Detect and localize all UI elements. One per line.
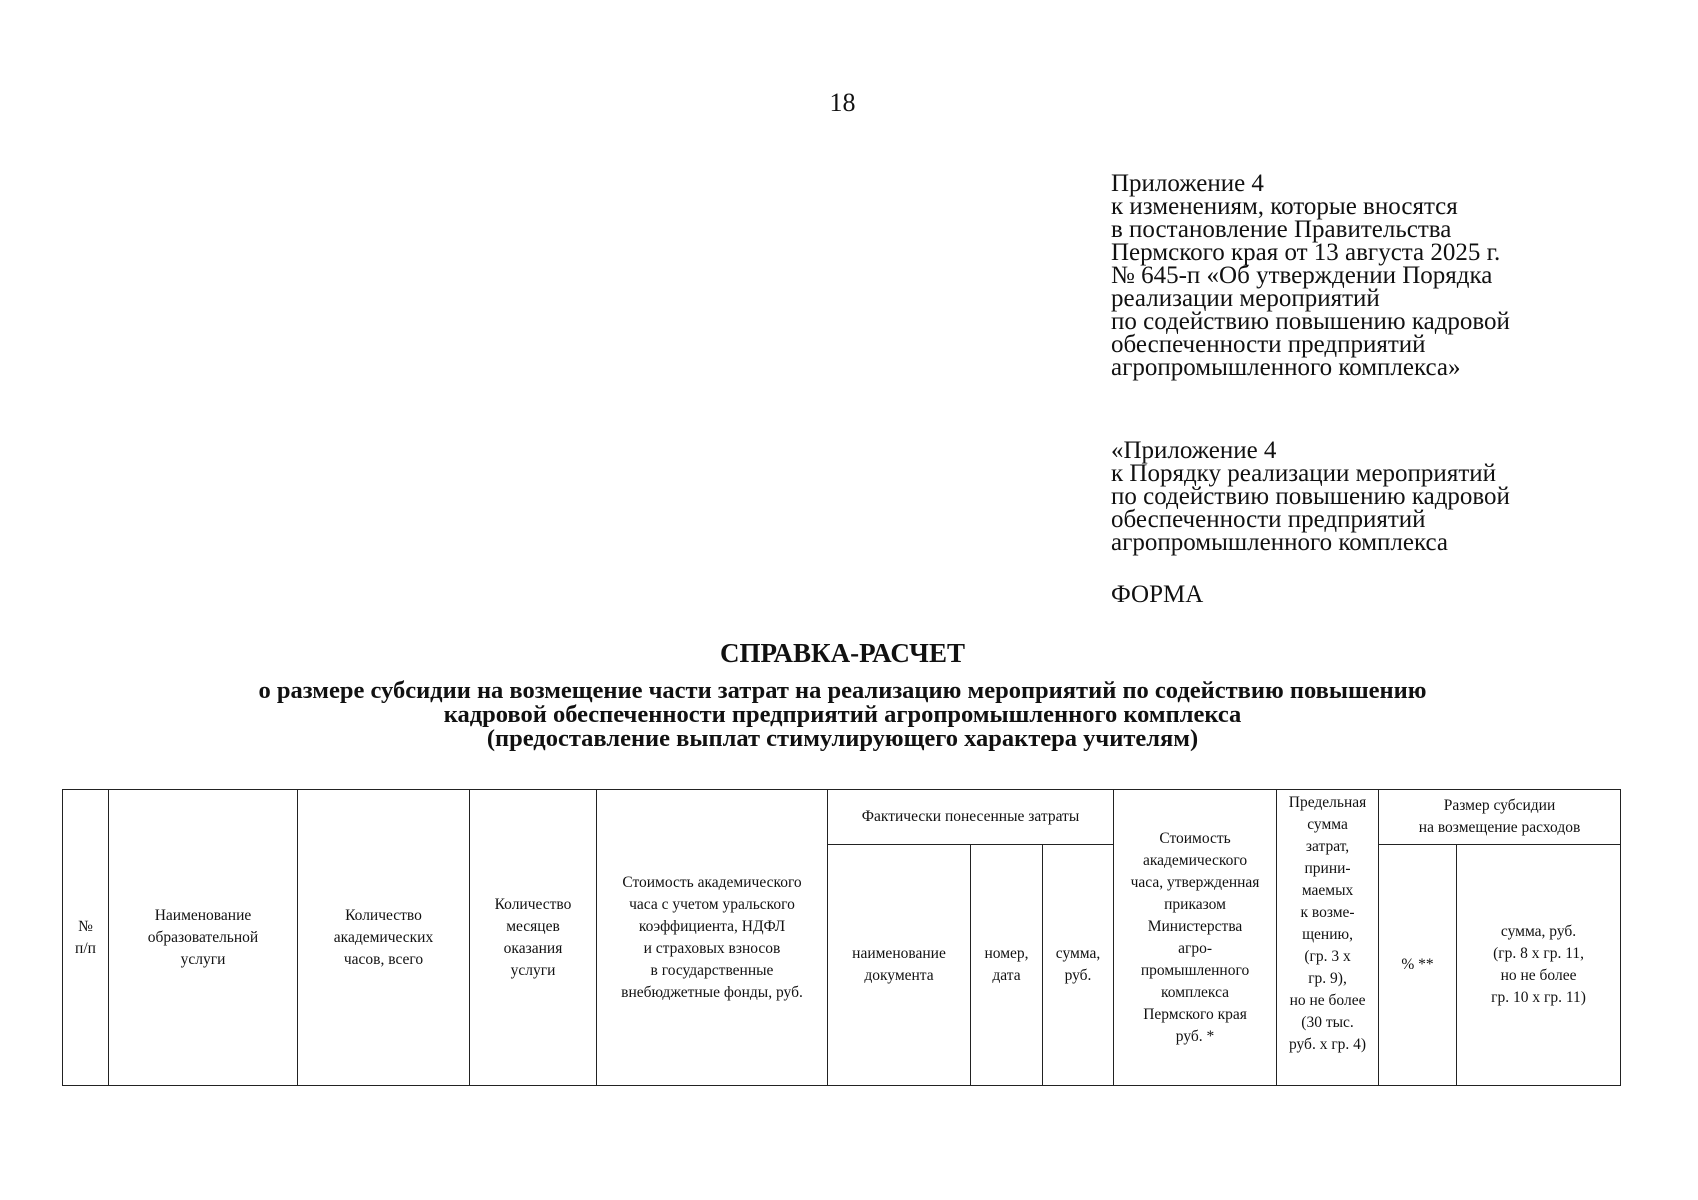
subtitle-line: о размере субсидии на возмещение части затрат на реализацию мероприятий по содействию повышению bbox=[258, 677, 1427, 704]
appendix-line: № 645-п «Об утверждении Порядка bbox=[1111, 262, 1493, 289]
appendix-line: к Порядку реализации мероприятий bbox=[1111, 460, 1496, 487]
page-number: 18 bbox=[829, 88, 856, 117]
header-document-name: наименование документа bbox=[828, 845, 971, 1086]
header-hours: Количество академических часов, всего bbox=[298, 790, 470, 1086]
appendix-line: Пермского края от 13 августа 2025 г. bbox=[1111, 239, 1501, 266]
header-percent: % ** bbox=[1379, 845, 1457, 1086]
appendix-header-procedure bbox=[1111, 439, 1671, 554]
appendix-line: обеспеченности предприятий bbox=[1111, 331, 1426, 358]
appendix-line: «Приложение 4 bbox=[1111, 437, 1277, 464]
appendix-line: обеспеченности предприятий bbox=[1111, 506, 1426, 533]
header-service-name: Наименование образовательной услуги bbox=[109, 790, 298, 1086]
appendix-line: в постановление Правительства bbox=[1111, 216, 1452, 243]
header-subsidy-sum: сумма, руб. (гр. 8 х гр. 11, но не более гр. 10 х гр. 11) bbox=[1457, 845, 1621, 1086]
appendix-line: реализации мероприятий bbox=[1111, 285, 1380, 312]
appendix-header-amendments bbox=[1111, 172, 1671, 379]
appendix-line: по содействию повышению кадровой bbox=[1111, 308, 1510, 335]
header-actual-costs-group: Фактически понесенные затраты bbox=[828, 790, 1114, 845]
appendix-line: по содействию повышению кадровой bbox=[1111, 483, 1510, 510]
header-months: Количество месяцев оказания услуги bbox=[470, 790, 597, 1086]
document-title: СПРАВКА-РАСЧЕТ bbox=[720, 638, 965, 668]
appendix-line: агропромышленного комплекса» bbox=[1111, 354, 1461, 381]
appendix-line: к изменениям, которые вносятся bbox=[1111, 193, 1458, 220]
calculation-table bbox=[62, 789, 1621, 1086]
header-hour-cost: Стоимость академического часа с учетом уральского коэффициента, НДФЛ и страховых взносов в государственные внебюджетные фонды, руб. bbox=[597, 790, 828, 1086]
appendix-line: Приложение 4 bbox=[1111, 170, 1264, 197]
table-header-row bbox=[63, 790, 1621, 845]
appendix-line: агропромышленного комплекса bbox=[1111, 529, 1449, 556]
header-approved-cost: Стоимость академического часа, утвержденная приказом Министерства агро- промышленного комплекса Пермского края руб. * bbox=[1114, 790, 1277, 1086]
form-label: ФОРМА bbox=[1111, 581, 1204, 608]
header-document-sum: сумма, руб. bbox=[1043, 845, 1114, 1086]
header-number: № п/п bbox=[63, 790, 109, 1086]
header-subsidy-group: Размер субсидии на возмещение расходов bbox=[1379, 790, 1621, 845]
document-subtitle bbox=[0, 679, 1685, 751]
subtitle-line: (предоставление выплат стимулирующего характера учителям) bbox=[486, 725, 1199, 752]
header-document-number: номер, дата bbox=[971, 845, 1043, 1086]
subtitle-line: кадровой обеспеченности предприятий агропромышленного комплекса bbox=[443, 701, 1242, 728]
header-limit-sum: Предельная сумма затрат, прини- маемых к возме- щению, (гр. 3 х гр. 9), но не более (30 тыс. руб. х гр. 4) bbox=[1277, 790, 1379, 1086]
